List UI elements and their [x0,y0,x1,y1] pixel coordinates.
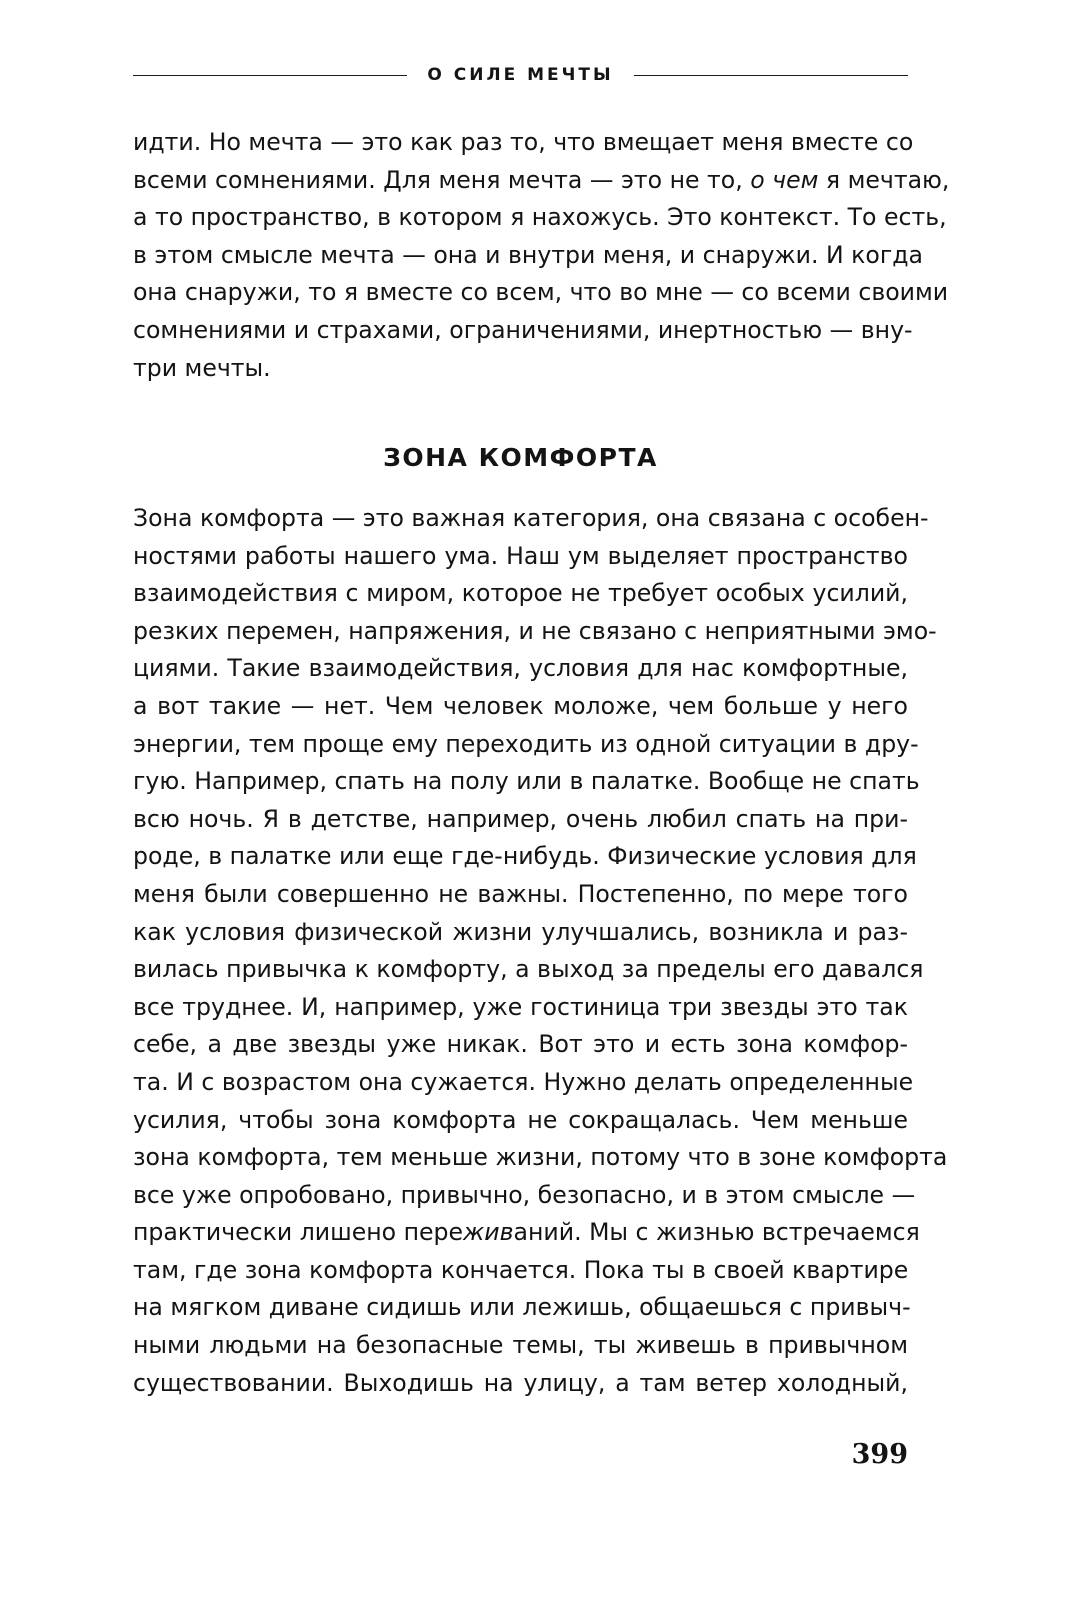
text-line: всю ночь. Я в детстве, например, очень любил спать на при- [133,804,908,833]
text-line: усилия, чтобы зона комфорта не сокращалась. Чем меньше [133,1105,908,1134]
text-line: вилась привычка к комфорту, а выход за пределы его давался [133,955,924,984]
text-line: все труднее. И, например, уже гостиница три звезды это так [133,992,908,1021]
text-line: резких перемен, напряжения, и не связано с неприятными эмо- [133,616,937,645]
running-head-rule-left [133,75,407,76]
text-fragment: я мечтаю, [825,165,950,194]
text-line: ностями работы нашего ума. Наш ум выделяет пространство [133,541,908,570]
text-line: три мечты. [133,353,271,382]
text-line: ными людьми на безопасные темы, ты живешь в привычном [133,1331,908,1360]
text-line: та. И с возрастом она сужается. Нужно делать определенные [133,1067,914,1096]
italic-fragment: жив [463,1218,514,1247]
text-line: себе, а две звезды уже никак. Вот это и есть зона комфор- [133,1030,908,1059]
text-line: идти. Но мечта — это как раз то, что вмещает меня вместе со [133,128,914,156]
paragraph-2 [133,500,948,1402]
text-fragment: всеми сомнениями. Для меня мечта — это не то, [133,165,743,194]
text-fragment: аний. Мы с жизнью встречаемся [513,1218,920,1247]
text-line: зона комфорта, тем меньше жизни, потому что в зоне комфорта [133,1143,948,1172]
text-line: сомнениями и страхами, ограничениями, инертностью — вну- [133,315,913,344]
running-title: О СИЛЕ МЕЧТЫ [427,65,614,85]
text-fragment: практически лишено пере [133,1218,464,1247]
text-line: все уже опробовано, привычно, безопасно, и в этом смысле — [133,1180,916,1209]
running-head [133,60,908,90]
page-number: 399 [851,1439,908,1470]
text-line: а то пространство, в котором я нахожусь. Это контекст. То есть, [133,203,947,232]
text-line: а вот такие — нет. Чем человек моложе, чем больше у него [133,691,908,720]
text-line: циями. Такие взаимодействия, условия для нас комфортные, [133,654,908,683]
text-line: она снаружи, то я вместе со всем, что во мне — со всеми своими [133,278,949,307]
text-line: энергии, тем проще ему переходить из одной ситуации в дру- [133,729,919,758]
paragraph-1 [133,124,950,387]
italic-phrase: о чем [750,165,819,194]
running-head-rule-right [634,75,908,76]
text-line: меня были совершенно не важны. Постепенно, по мере того [133,879,908,908]
text-line: существовании. Выходишь на улицу, а там ветер холодный, [133,1368,908,1397]
text-line: взаимодействия с миром, которое не требует особых усилий, [133,579,908,608]
text-line: на мягком диване сидишь или лежишь, общаешься с привыч- [133,1293,911,1322]
text-line: как условия физической жизни улучшались, возникла и раз- [133,917,908,946]
text-line: Зона комфорта — это важная категория, она связана с особен- [133,504,929,532]
text-line: гую. Например, спать на полу или в палатке. Вообще не спать [133,767,920,796]
text-line: в этом смысле мечта — она и внутри меня, и снаружи. И когда [133,240,923,269]
section-heading: ЗОНА КОМФОРТА [383,443,658,472]
text-line: роде, в палатке или еще где-нибудь. Физические условия для [133,842,917,871]
text-line [133,162,950,200]
text-line: там, где зона комфорта кончается. Пока ты в своей квартире [133,1255,909,1284]
text-line [133,1214,920,1252]
